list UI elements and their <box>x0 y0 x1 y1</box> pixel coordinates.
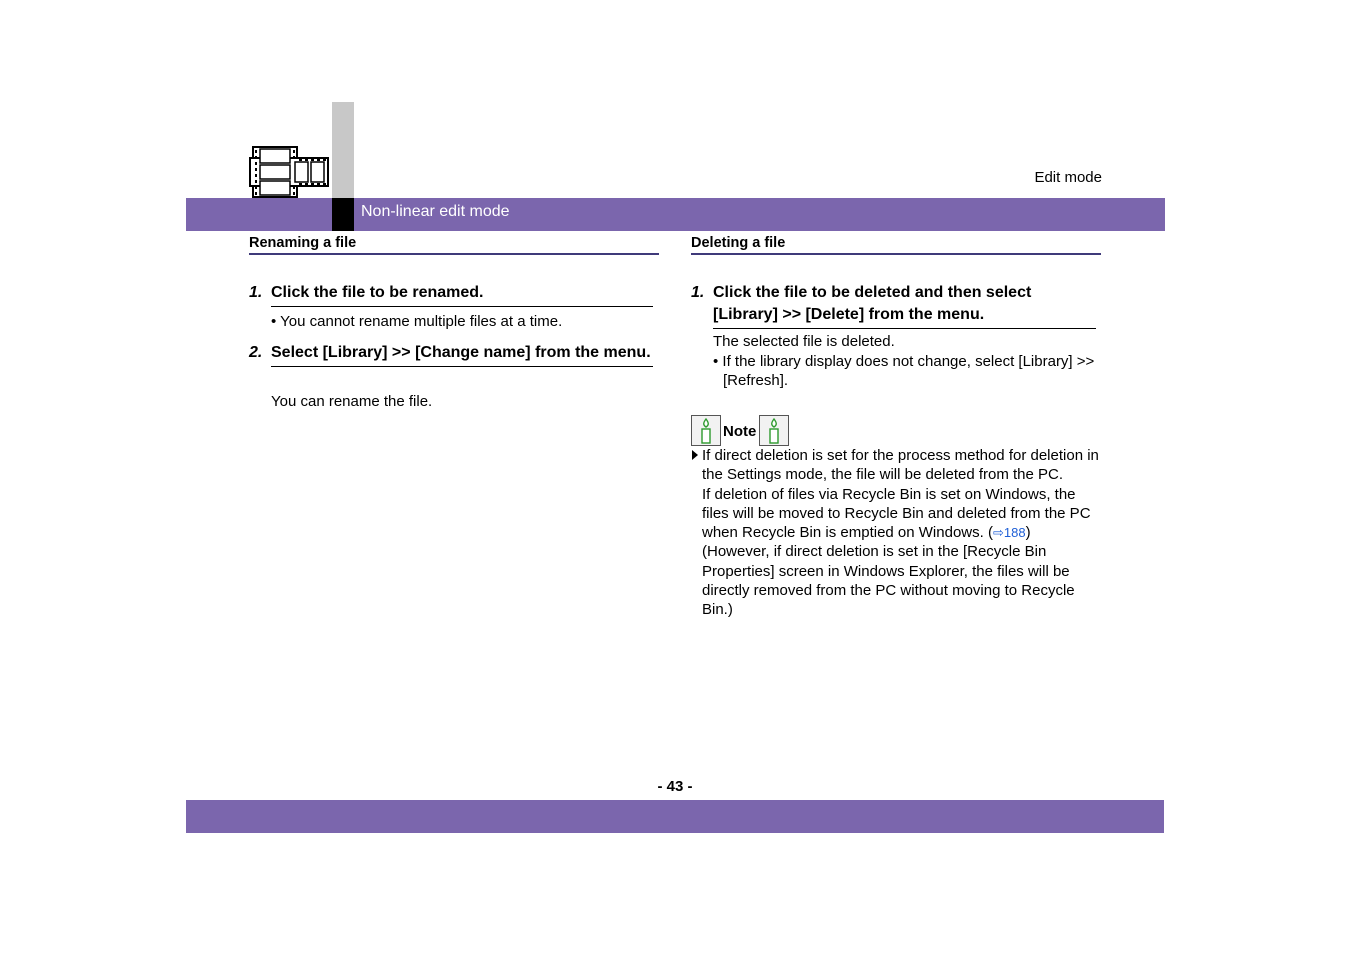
step-instruction: Select [Library] >> [Change name] from the menu. <box>271 342 653 367</box>
step-number: 1. <box>249 284 263 301</box>
note-text <box>702 446 1102 620</box>
note-paragraph: If deletion of files via Recycle Bin is set on Windows, the files will be moved to Recycle Bin and deleted from the PC when Recycle Bin is emptied on Windows. (⇨188) <box>702 485 1091 542</box>
page-number: - 43 - <box>657 778 693 795</box>
bullet-arrow-icon <box>692 450 698 460</box>
reference-arrow-icon: ⇨ <box>992 525 1004 541</box>
page-reference-link[interactable]: ⇨188 <box>992 525 1026 541</box>
note-label: Note <box>723 423 757 440</box>
section-label: Edit mode <box>1034 169 1102 186</box>
step-instruction: Click the file to be renamed. <box>271 282 653 307</box>
step-number: 1. <box>691 284 705 301</box>
header-tab-marker <box>332 198 354 231</box>
step-note: • If the library display does not change, select [Library] >> [Refresh]. <box>713 353 1095 390</box>
step-result: The selected file is deleted. <box>713 333 895 350</box>
step-note: • You cannot rename multiple files at a time. <box>271 313 563 330</box>
step-instruction: Click the file to be deleted and then select [Library] >> [Delete] from the menu. <box>713 282 1096 329</box>
candle-icon <box>691 415 721 446</box>
header-gray-bar <box>332 102 354 198</box>
film-strip-icon <box>249 145 329 204</box>
page-title: Non-linear edit mode <box>361 203 510 220</box>
section-heading-rename: Renaming a file <box>249 235 659 255</box>
candle-icon <box>759 415 789 446</box>
footer-band <box>186 800 1164 833</box>
note-paragraph: (However, if direct deletion is set in the [Recycle Bin Properties] screen in Windows Explorer, the files will be directly removed from the PC without moving to Recycle Bin.) <box>702 543 1075 619</box>
section-heading-delete: Deleting a file <box>691 235 1101 255</box>
note-paragraph: If direct deletion is set for the process method for deletion in the Settings mode, the file will be deleted from the PC. <box>702 447 1099 484</box>
step-number: 2. <box>249 344 263 361</box>
step-result: You can rename the file. <box>271 393 433 410</box>
